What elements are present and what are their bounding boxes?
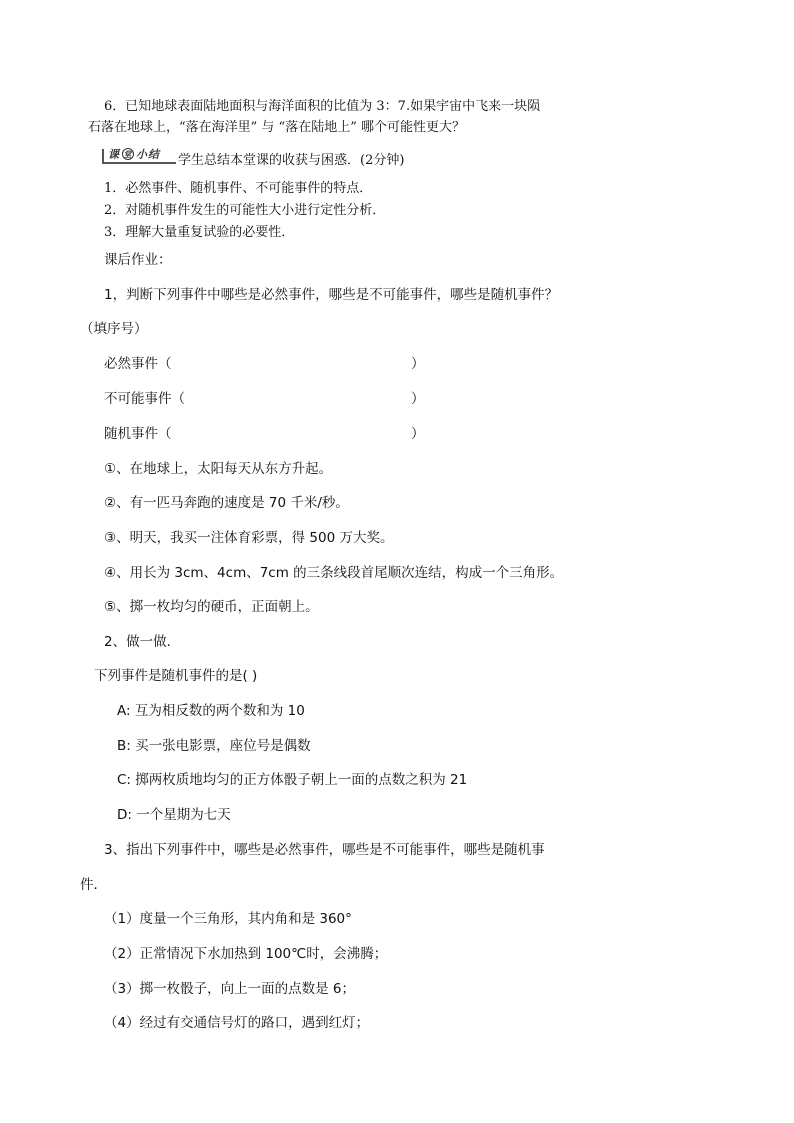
option-b: B: 买一张电影票，座位号是偶数 bbox=[117, 738, 311, 754]
q3-item-1: （1）度量一个三角形，其内角和是 360° bbox=[104, 911, 352, 927]
hw-q1-prompt: 1，判断下列事件中哪些是必然事件，哪些是不可能事件，哪些是随机事件？ bbox=[104, 287, 559, 303]
option-d: D: 一个星期为七天 bbox=[117, 807, 231, 823]
blank-random-close: ） bbox=[411, 426, 425, 442]
summary-item-3: 3．理解大量重复试验的必要性． bbox=[104, 225, 295, 240]
event-5: ⑤、掷一枚均匀的硬币，正面朝上。 bbox=[104, 599, 319, 615]
hw-q3-prompt-cont: 件． bbox=[80, 877, 107, 893]
summary-item-1: 1．必然事件、随机事件、不可能事件的特点． bbox=[104, 181, 373, 196]
hw-q2-title: 2、做一做． bbox=[104, 634, 181, 650]
option-c: C: 掷两枚质地均匀的正方体骰子朝上一面的点数之积为 21 bbox=[117, 772, 468, 788]
blank-certain-label: 必然事件（ bbox=[104, 356, 172, 372]
option-a: A: 互为相反数的两个数和为 10 bbox=[117, 703, 305, 719]
q3-item-2: （2）正常情况下水加热到 100℃时，会沸腾； bbox=[104, 946, 388, 962]
badge-char-1: 课 bbox=[108, 148, 120, 161]
event-2: ②、有一匹马奔跑的速度是 70 千米/秒。 bbox=[104, 495, 349, 511]
event-4: ④、用长为 3cm、4cm、7cm 的三条线段首尾顺次连结，构成一个三角形。 bbox=[104, 565, 564, 581]
q6-line1: 6．已知地球表面陆地面积与海洋面积的比值为 3：7.如果宇宙中飞来一块陨 bbox=[104, 99, 541, 114]
q3-item-4: （4）经过有交通信号灯的路口，遇到红灯； bbox=[104, 1015, 370, 1031]
hw-q2-prompt: 下列事件是随机事件的是( ) bbox=[94, 668, 258, 684]
q3-item-3: （3）掷一枚骰子，向上一面的点数是 6； bbox=[104, 981, 355, 997]
blank-random-label: 随机事件（ bbox=[104, 426, 172, 442]
badge-char-3: 小结 bbox=[136, 148, 160, 161]
blank-impossible-close: ） bbox=[411, 391, 425, 407]
q6-line2: 石落在地球上，“落在海洋里” 与 “落在陆地上” 哪个可能性更大？ bbox=[88, 120, 465, 135]
homework-title: 课后作业： bbox=[104, 252, 172, 268]
hw-q3-prompt: 3、指出下列事件中，哪些是必然事件，哪些是不可能事件，哪些是随机事 bbox=[104, 842, 545, 858]
badge-char-2: 堂 bbox=[123, 149, 133, 159]
blank-impossible-label: 不可能事件（ bbox=[104, 391, 185, 407]
event-3: ③、明天，我买一注体育彩票，得 500 万大奖。 bbox=[104, 530, 394, 546]
blank-certain-close: ） bbox=[411, 356, 425, 372]
hw-q1-prompt-cont: （填序号） bbox=[80, 321, 148, 337]
summary-item-2: 2．对随机事件发生的可能性大小进行定性分析． bbox=[104, 203, 386, 218]
summary-intro: 学生总结本堂课的收获与困惑．(2分钟) bbox=[178, 153, 405, 168]
class-summary-badge bbox=[102, 149, 176, 164]
event-1: ①、在地球上，太阳每天从东方升起。 bbox=[104, 461, 333, 477]
